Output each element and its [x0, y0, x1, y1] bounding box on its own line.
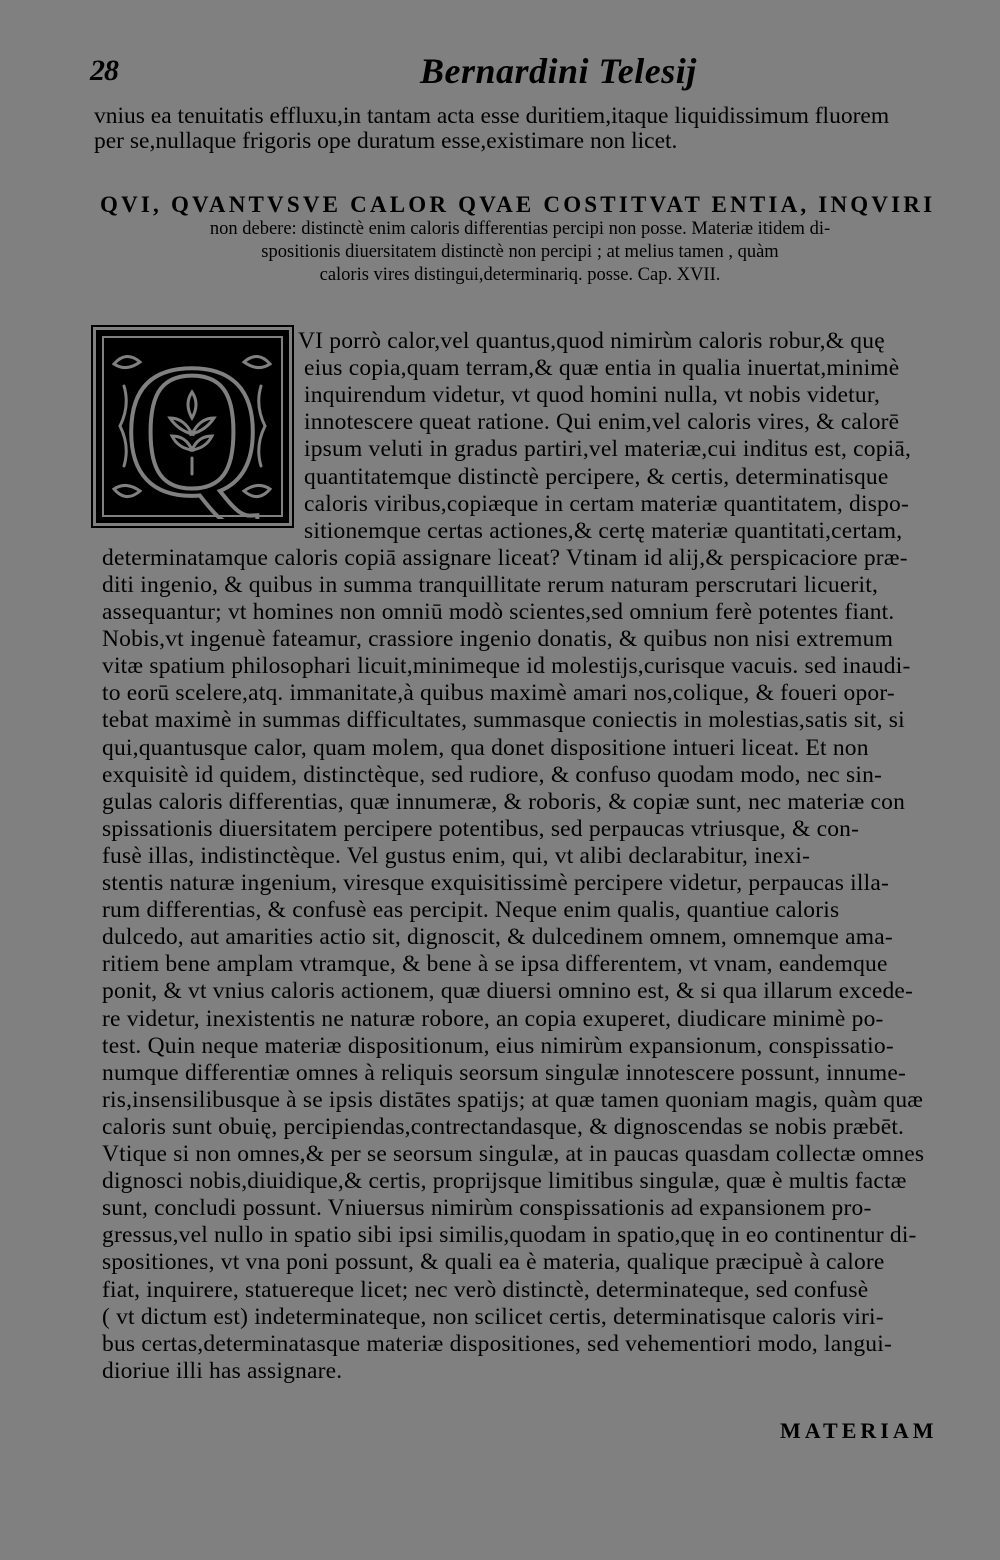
- body-line: eius copia,quam terram,& quæ entia in qualia inuertat,minimè: [304, 355, 900, 382]
- continuation-line: vnius ea tenuitatis effluxu,in tantam acta esse duritiem,itaque liquidissimum fluorem: [94, 103, 890, 129]
- body-line: gulas caloris differentias, quæ innumeræ, & roboris, & copiæ sunt, nec materiæ con: [102, 788, 906, 815]
- continuation-line: per se,nullaque frigoris ope duratum esse,existimare non licet.: [94, 128, 678, 154]
- running-head: [90, 50, 940, 100]
- body-line: ris,insensilibusque à se ipsis distātes spatijs; at quæ tamen quoniam magis, quàm quæ: [102, 1086, 924, 1113]
- initial-letter: Q: [123, 334, 261, 519]
- body-line: Vtique si non omnes,& per se seorsum singulæ, at in paucas quasdam collectæ omnes: [102, 1141, 925, 1167]
- body-line: re videtur, inexistentis ne naturæ robore, an copia exuperet, diudicare minimè po-: [102, 1005, 884, 1032]
- body-line: fusè illas, indistinctèque. Vel gustus enim, qui, vt alibi declarabitur, inexi-: [102, 842, 811, 869]
- catchword: MATERIAM: [780, 1418, 938, 1443]
- body-line: quantitatemque distinctè percipere, & certis, determinatisque: [304, 463, 889, 490]
- body-line: rum differentias, & confusè eas percipit. Neque enim qualis, quantiue caloris: [102, 897, 840, 924]
- body-line: vitæ spatium philosophari licuit,minimeque id molestijs,curisque vacuis. sed inaudi-: [102, 653, 911, 680]
- body-line: to eorū scelere,atq. immanitate,à quibus maximè amari nos,colique, & foueri opor-: [102, 680, 895, 707]
- body-line: innotescere queat ratione. Qui enim,vel caloris vires, & calorē: [304, 409, 900, 436]
- chapter-subtitle-line: caloris vires distingui,determinariq. posse. Cap. XVII.: [319, 265, 721, 285]
- body-line: diti ingenio, & quibus in summa tranquillitate rerum naturam perscrutari licuerit,: [102, 571, 879, 598]
- foliage-ornament-icon: [100, 334, 285, 519]
- body-line: dulcedo, aut amarities actio sit, dignoscit, & dulcedinem omnem, omnemque ama-: [102, 924, 893, 951]
- body-line: gressus,vel nullo in spatio sibi ipsi similis,quodam in spatio,quę in eo continentur di-: [102, 1222, 917, 1249]
- body-line: spositiones, vt vna poni possunt, & quali ea è materia, qualique præcipuè à calore: [102, 1249, 885, 1276]
- body-line: inquirendum videtur, vt quod homini nulla, vt nobis videtur,: [304, 382, 881, 409]
- body-line: numque differentiæ omnes à reliquis seorsum singulæ innotescere possunt, innume-: [102, 1059, 906, 1086]
- body-line: ponit, & vt vnius caloris actionem, quæ diuersi omnino est, & si qua illarum excede-: [102, 978, 914, 1005]
- body-line: qui,quantusque calor, quam molem, qua donet dispositione intueri liceat. Et non: [102, 734, 869, 761]
- body-line: caloris sunt obuię, percipiendas,contrectandasque, & dignoscendas se nobis præbēt.: [102, 1113, 905, 1140]
- page-number: 28: [90, 54, 118, 87]
- body-line: exquisitè id quidem, distinctèque, sed rudiore, & confuso quodam modo, nec sin-: [102, 761, 883, 788]
- body-line: caloris viribus,copiæque in certam materiæ quantitatem, dispo-: [304, 490, 909, 517]
- body-line: bus certas,determinatasque materiæ dispositiones, sed vehementiori modo, langui-: [102, 1330, 893, 1357]
- body-line: tebat maximè in summas difficultates, summasque coniectis in molestias,satis sit, si: [102, 707, 905, 734]
- body-line: test. Quin neque materiæ dispositionum, eius nimirùm expansionum, conspissatio-: [102, 1032, 894, 1059]
- body-line: ( vt dictum est) indeterminateque, non scilicet certis, determinatisque caloris viri-: [102, 1303, 884, 1330]
- body-line: dioriue illi has assignare.: [102, 1357, 343, 1384]
- body-line: stentis naturæ ingenium, viresque exquisitissimè percipere videtur, perpaucas illa-: [102, 870, 890, 896]
- chapter-subtitle-line: spositionis diuersitatem distinctè non percipi ; at melius tamen , quàm: [261, 242, 779, 262]
- chapter-subtitle-line: non debere: distinctè enim caloris differentias percipi non posse. Materiæ itidem di-: [209, 219, 831, 239]
- body-line: spissationis diuersitatem percipere potentibus, sed perpaucas vtriusque, & con-: [102, 815, 860, 842]
- body-line: dignosci nobis,diuidique,& certis, proprijsque limitibus singulæ, quæ è multis factæ: [102, 1168, 907, 1195]
- body-line: ipsum veluti in gradus partiri,vel materiæ,cui inditus est, copiā,: [304, 436, 912, 463]
- body-line: assequantur; vt homines non omniū modò scientes,sed omnium ferè potentes fiant.: [102, 599, 895, 625]
- body-line: sunt, concludi possunt. Vniuersus nimirùm conspissationis ad expansionem pro-: [102, 1195, 872, 1222]
- body-line: determinatamque caloris copiā assignare liceat? Vtinam id alij,& perspicaciore præ-: [102, 544, 908, 571]
- body-line: ritiem bene amplam vtramque, & bene à se ipsa differentem, vt vnam, eandemque: [102, 951, 888, 978]
- body-line: VI porrò calor,vel quantus,quod nimirùm caloris robur,& quę: [298, 328, 885, 354]
- running-title: Bernardini Telesij: [420, 51, 697, 91]
- body-line: fiat, inquirere, statuereque licet; nec verò distinctè, determinateque, sed confusè: [102, 1276, 869, 1303]
- decorated-initial: [96, 330, 289, 523]
- chapter-title: QVI, QVANTVSVE CALOR QVAE COSTITVAT ENTIA, INQVIRI: [100, 192, 936, 217]
- body-line: sitionemque certas actiones,& certę materiæ quantitati,certam,: [304, 517, 903, 544]
- body-line: Nobis,vt ingenuè fateamur, crassiore ingenio donatis, & quibus non nisi extremum: [102, 626, 894, 653]
